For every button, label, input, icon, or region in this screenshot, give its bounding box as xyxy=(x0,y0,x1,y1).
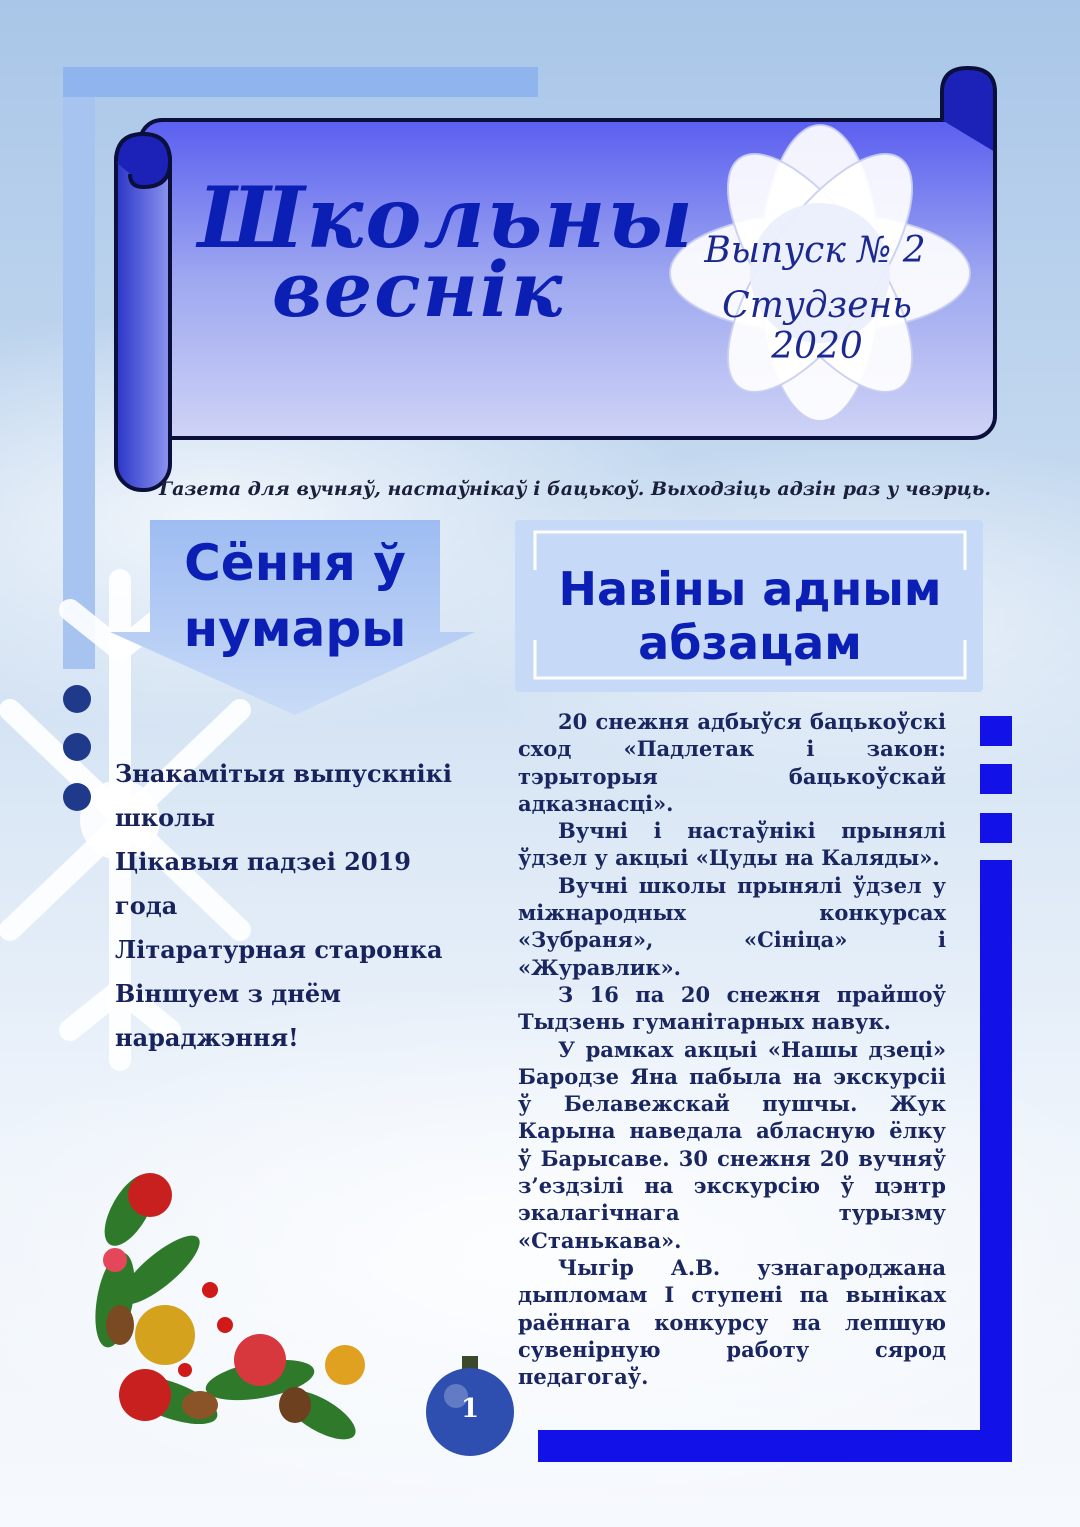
bullet-dot xyxy=(63,783,91,811)
news-heading-line1: Навіны адным xyxy=(558,562,942,616)
issue-date: Студзень 2020 xyxy=(722,285,912,367)
contents-heading-line1: Сёння ў xyxy=(184,534,406,592)
news-paragraph: 20 снежня адбыўся бацькоўскі сход «Падлетак і закон: тэрыторыя бацькоўскай адказнасці». xyxy=(518,709,946,816)
newspaper-subtitle: Газета для вучняў, настаўнікаў і бацькоў. Выходзіць адзін раз у чвэрць. xyxy=(158,478,992,500)
news-paragraph: Вучні школы прынялі ўдзел у міжнародных конкурсах «Зубраня», «Сініца» і «Журавлик». xyxy=(518,872,946,980)
contents-item: Літаратурная старонка xyxy=(115,935,443,964)
contents-item: Цікавыя падзеі 2019 xyxy=(115,847,411,876)
contents-list xyxy=(115,752,495,1060)
contents-item: Віншуем з днём xyxy=(115,979,341,1008)
snowflake-banner-icon xyxy=(660,118,980,428)
decor-square xyxy=(980,716,1012,746)
news-paragraph: Вучні і настаўнікі прынялі ўдзел у акцыі «Цуды на Каляды». xyxy=(518,818,946,871)
decor-bottom-bar xyxy=(538,1430,1012,1462)
contents-heading xyxy=(150,530,440,662)
contents-heading-line2: нумары xyxy=(183,600,407,658)
issue-number: Выпуск № 2 xyxy=(704,230,926,271)
contents-item: года xyxy=(115,891,178,920)
news-heading-line2: абзацам xyxy=(638,616,862,670)
news-paragraph: З 16 па 20 снежня прайшоў Тыдзень гуманітарных навук. xyxy=(518,981,946,1035)
news-body xyxy=(518,708,946,1390)
news-paragraph: Чыгір А.В. узнагароджана дыпломам I ступені па выніках раённага конкурсу на лепшую сувенірную работу сярод педагогаў. xyxy=(518,1254,946,1390)
newspaper-title-line2: веснік xyxy=(272,245,565,334)
page-number: 1 xyxy=(460,1394,480,1424)
contents-item: школы xyxy=(115,803,216,832)
news-heading xyxy=(520,562,980,670)
bullet-dot xyxy=(63,685,91,713)
contents-item: Знакамітыя выпускнікі xyxy=(115,759,453,788)
newspaper-title-line1: Школьны xyxy=(198,168,695,267)
decor-square xyxy=(980,764,1012,794)
bullet-dot xyxy=(63,733,91,761)
news-paragraph: У рамках акцыі «Нашы дзеці» Бародзе Яна пабыла на экскурсіі ў Белавежскай пушчы. Жук Карына наведала абласную ёлку ў Барысаве. 30 снежня 20 вучняў з’ездзілі на экскурсію ў цэнтр экалагічнага турызму «Станькава». xyxy=(518,1036,946,1253)
christmas-decoration-icon xyxy=(60,1150,380,1470)
decor-square xyxy=(980,813,1012,843)
contents-item: нараджэння! xyxy=(115,1023,299,1052)
decor-right-bar xyxy=(980,860,1012,1460)
